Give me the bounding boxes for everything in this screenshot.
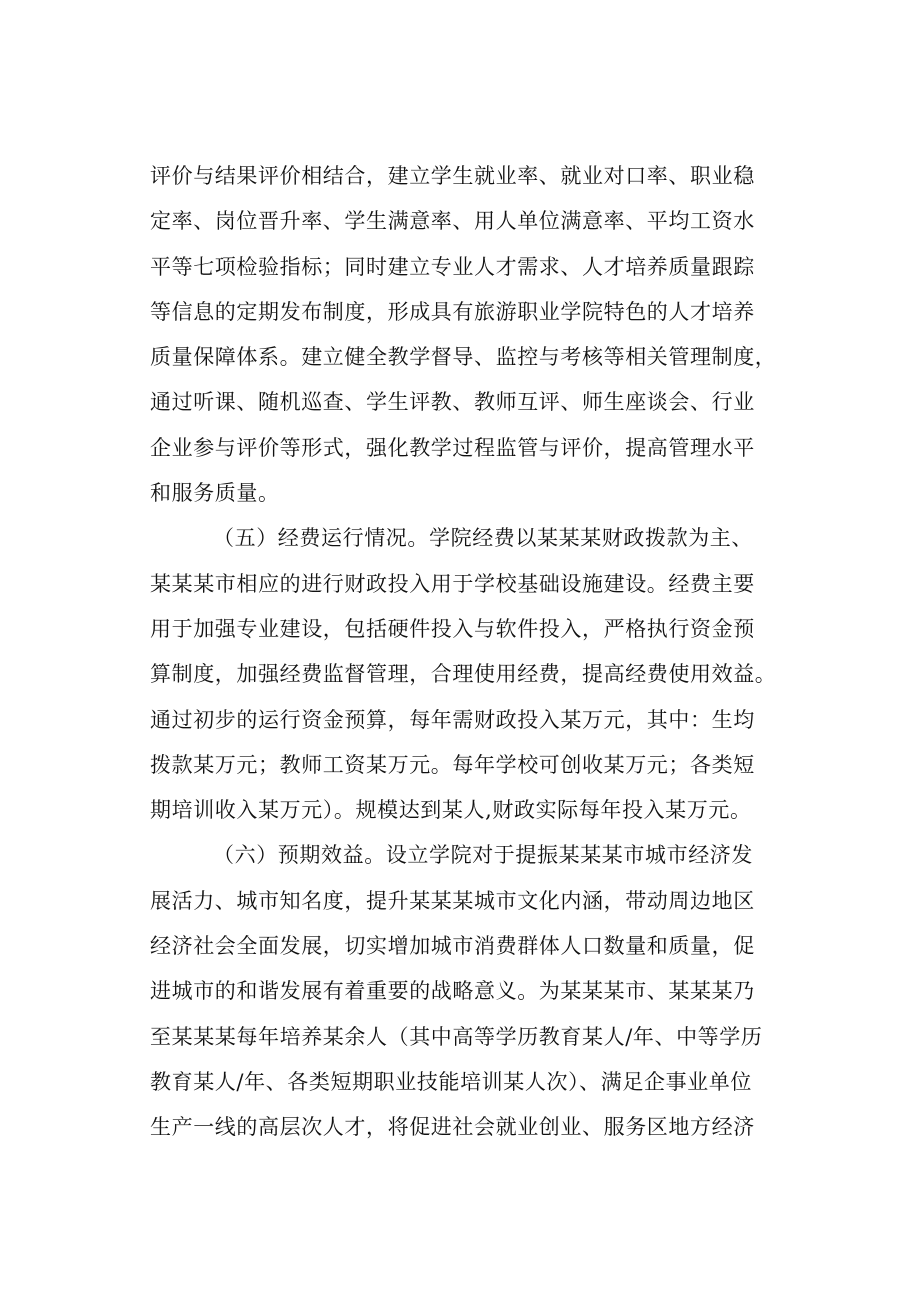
text-line: 进城市的和谐发展有着重要的战略意义。为某某某市、某某某乃 [150,979,755,1004]
body-text [150,154,800,1151]
text-line: 用于加强专业建设，包括硬件投入与软件投入，严格执行资金预 [150,616,755,641]
text-line: 和服务质量。 [150,481,280,506]
section-heading-line: （六）预期效益。设立学院对于提振某某某市城市经济发 [213,843,753,868]
text-line: 企业参与评价等形式，强化教学过程监管与评价，提高管理水平 [150,435,755,460]
text-line: 通过初步的运行资金预算，每年需财政投入某万元，其中：生均 [150,707,755,732]
text-line: 至某某某每年培养某余人（其中高等学历教育某人/年、中等学历 [150,1024,763,1049]
text-line: 算制度，加强经费监督管理，合理使用经费，提高经费使用效益。 [150,662,777,687]
text-line: 拨款某万元；教师工资某万元。每年学校可创收某万元；各类短 [150,752,755,777]
section-heading-line: （五）经费运行情况。学院经费以某某某财政拨款为主、 [213,526,753,551]
text-line: 定率、岗位晋升率、学生满意率、用人单位满意率、平均工资水 [150,209,755,234]
paragraph-funding-operation [150,516,800,833]
text-line: 生产一线的高层次人才，将促进社会就业创业、服务区地方经济 [150,1115,755,1140]
paragraph-quality-assurance [150,154,800,516]
text-line: 质量保障体系。建立健全教学督导、监控与考核等相关管理制度， [150,345,777,370]
paragraph-expected-benefits [150,833,800,1150]
text-line: 平等七项检验指标；同时建立专业人才需求、人才培养质量跟踪 [150,254,755,279]
text-line: 经济社会全面发展，切实增加城市消费群体人口数量和质量，促 [150,934,755,959]
text-line: 某某某市相应的进行财政投入用于学校基础设施建设。经费主要 [150,571,755,596]
text-line: 等信息的定期发布制度，形成具有旅游职业学院特色的人才培养 [150,299,755,324]
text-line: 通过听课、随机巡查、学生评教、教师互评、师生座谈会、行业 [150,390,755,415]
text-line: 教育某人/年、各类短期职业技能培训某人次）、满足企事业单位 [150,1069,752,1094]
text-line: 期培训收入某万元）。规模达到某人,财政实际每年投入某万元。 [150,798,752,823]
text-line: 展活力、城市知名度，提升某某某城市文化内涵，带动周边地区 [150,888,755,913]
text-line: 评价与结果评价相结合，建立学生就业率、就业对口率、职业稳 [150,164,755,188]
